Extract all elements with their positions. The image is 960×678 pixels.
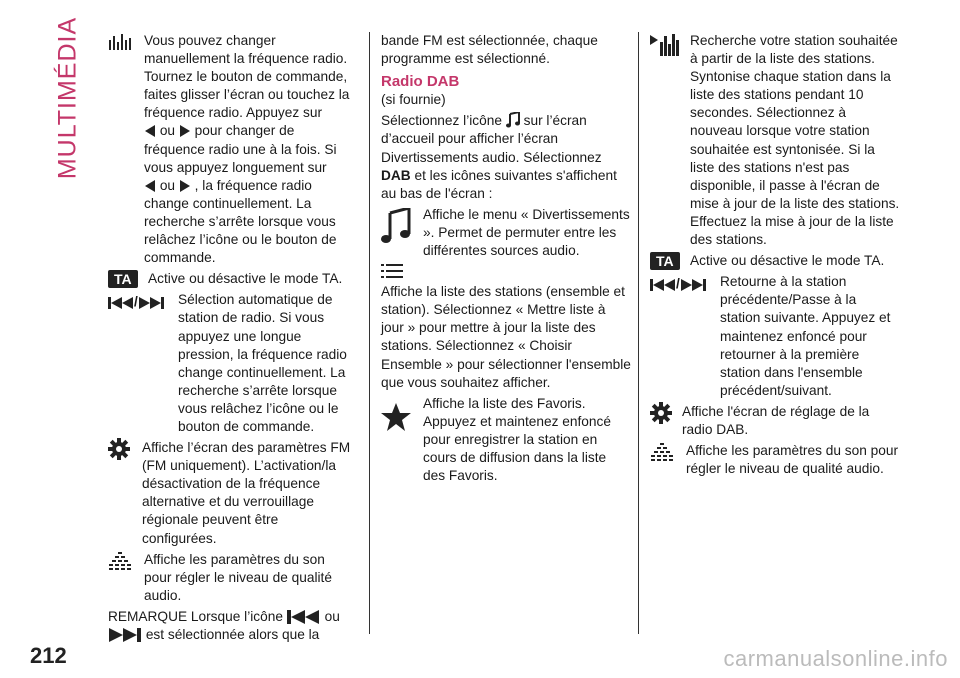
page-number: 212 xyxy=(30,643,67,668)
gear-icon xyxy=(650,402,672,424)
audio-settings-entry: Affiche les paramètres du son pour régler le niveau de qualité audio. xyxy=(650,442,900,478)
column-2 xyxy=(381,32,631,488)
seek-entry: / Sélection automatique de station de radio. Si vous appuyez une longue pression, la fréquence radio change continuellement. La recherche s’arrête lorsque vous relâchez l’icône ou le bouton de commande. xyxy=(108,291,354,436)
column-3 xyxy=(650,32,900,481)
right-arrow-icon xyxy=(179,179,191,193)
entertainment-menu-entry: Affiche le menu « Divertissements ». Permet de permuter entre les différentes sources audio. xyxy=(381,206,631,260)
left-arrow-icon xyxy=(144,179,156,193)
star-icon xyxy=(381,403,411,431)
manual-tune-icon xyxy=(108,32,134,52)
seek-entry: / Retourne à la station précédente/Passe à la station suivante. Appuyez et maintenez enfoncé pour retourner à la première station dans l'ensemble précédent/suivant. xyxy=(650,273,900,400)
seek-forward-icon xyxy=(680,279,706,291)
music-note-icon xyxy=(381,208,411,244)
equalizer-icon xyxy=(650,442,674,464)
list-icon xyxy=(381,263,403,279)
dab-heading: Radio DAB xyxy=(381,73,460,91)
left-arrow-icon xyxy=(144,124,156,138)
right-arrow-icon xyxy=(179,124,191,138)
dab-settings-entry: Affiche l'écran de réglage de la radio DAB. xyxy=(650,403,900,439)
music-note-icon xyxy=(506,112,520,128)
dab-intro-paragraph: Sélectionnez l’icône sur l’écran d’accueil pour afficher l’écran Divertissements audio. Sélectionnez DAB et les icônes suivantes s'affichent au bas de l'écran : xyxy=(381,113,617,201)
equalizer-icon xyxy=(108,551,132,573)
seek-icons: / xyxy=(650,275,706,293)
seek-forward-icon xyxy=(138,297,164,309)
dab-subheading: (si fournie) xyxy=(381,92,446,108)
seek-back-icon xyxy=(287,610,321,624)
section-title: MULTIMÉDIA xyxy=(53,16,82,180)
seek-back-icon xyxy=(650,279,676,291)
seek-forward-icon xyxy=(108,628,142,642)
fm-continued-paragraph: bande FM est sélectionnée, chaque programme est sélectionné. xyxy=(381,33,598,67)
watermark: carmanualsonline.info xyxy=(723,646,948,671)
ta-entry: TA Active ou désactive le mode TA. xyxy=(650,252,900,270)
column-1 xyxy=(108,32,354,647)
favorites-entry: Affiche la liste des Favoris. Appuyez et maintenez enfoncé pour enregistrer la station en cours de diffusion dans la liste des Favoris. xyxy=(381,395,631,485)
ta-icon: TA xyxy=(650,252,680,270)
manual-tune-entry: Vous pouvez changer manuellement la fréquence radio. Tournez le bouton de commande, faites glisser l’écran ou touchez la fréquence radio. Appuyez sur ou pour changer de fréquence radio une à la fois. Si vous appuyez longuement sur ou , la fréquence radio change continuellement. La recherche s’arrête lorsque vous relâchez l’icône ou le bouton de commande. xyxy=(108,32,354,267)
fm-settings-entry: Affiche l’écran des paramètres FM (FM uniquement). L’activation/la désactivation de la fréquence alternative et du verrouillage régionale peuvent être configurées. xyxy=(108,439,354,548)
seek-icons: / xyxy=(108,293,164,311)
station-list-entry: Affiche la liste des stations (ensemble et station). Sélectionnez « Mettre liste à jour » pour mettre à jour la liste des stations. Sélectionnez « Choisir Ensemble » pour sélectionner l'ensemble que vous souhaitez afficher. xyxy=(381,263,631,392)
column-divider xyxy=(369,32,370,634)
seek-back-icon xyxy=(108,297,134,309)
column-divider xyxy=(638,32,639,634)
ta-entry: TA Active ou désactive le mode TA. xyxy=(108,270,354,288)
scan-icon xyxy=(650,32,680,56)
gear-icon xyxy=(108,438,130,460)
ta-icon: TA xyxy=(108,270,138,288)
scan-entry: Recherche votre station souhaitée à partir de la liste des stations. Syntonise chaque station dans la liste des stations pendant 10 secondes. Sélectionnez à nouveau lorsque votre station souhaitée est syntonisée. Si la liste des stations n'est pas disponible, il passe à l'écran de mise à jour de la liste des stations. Effectuez la mise à jour de la liste des stations. xyxy=(650,32,900,249)
audio-settings-entry: Affiche les paramètres du son pour régler le niveau de qualité audio. xyxy=(108,551,354,605)
remark-paragraph: REMARQUE Lorsque l’icône ou est sélectionnée alors que la xyxy=(108,608,340,642)
